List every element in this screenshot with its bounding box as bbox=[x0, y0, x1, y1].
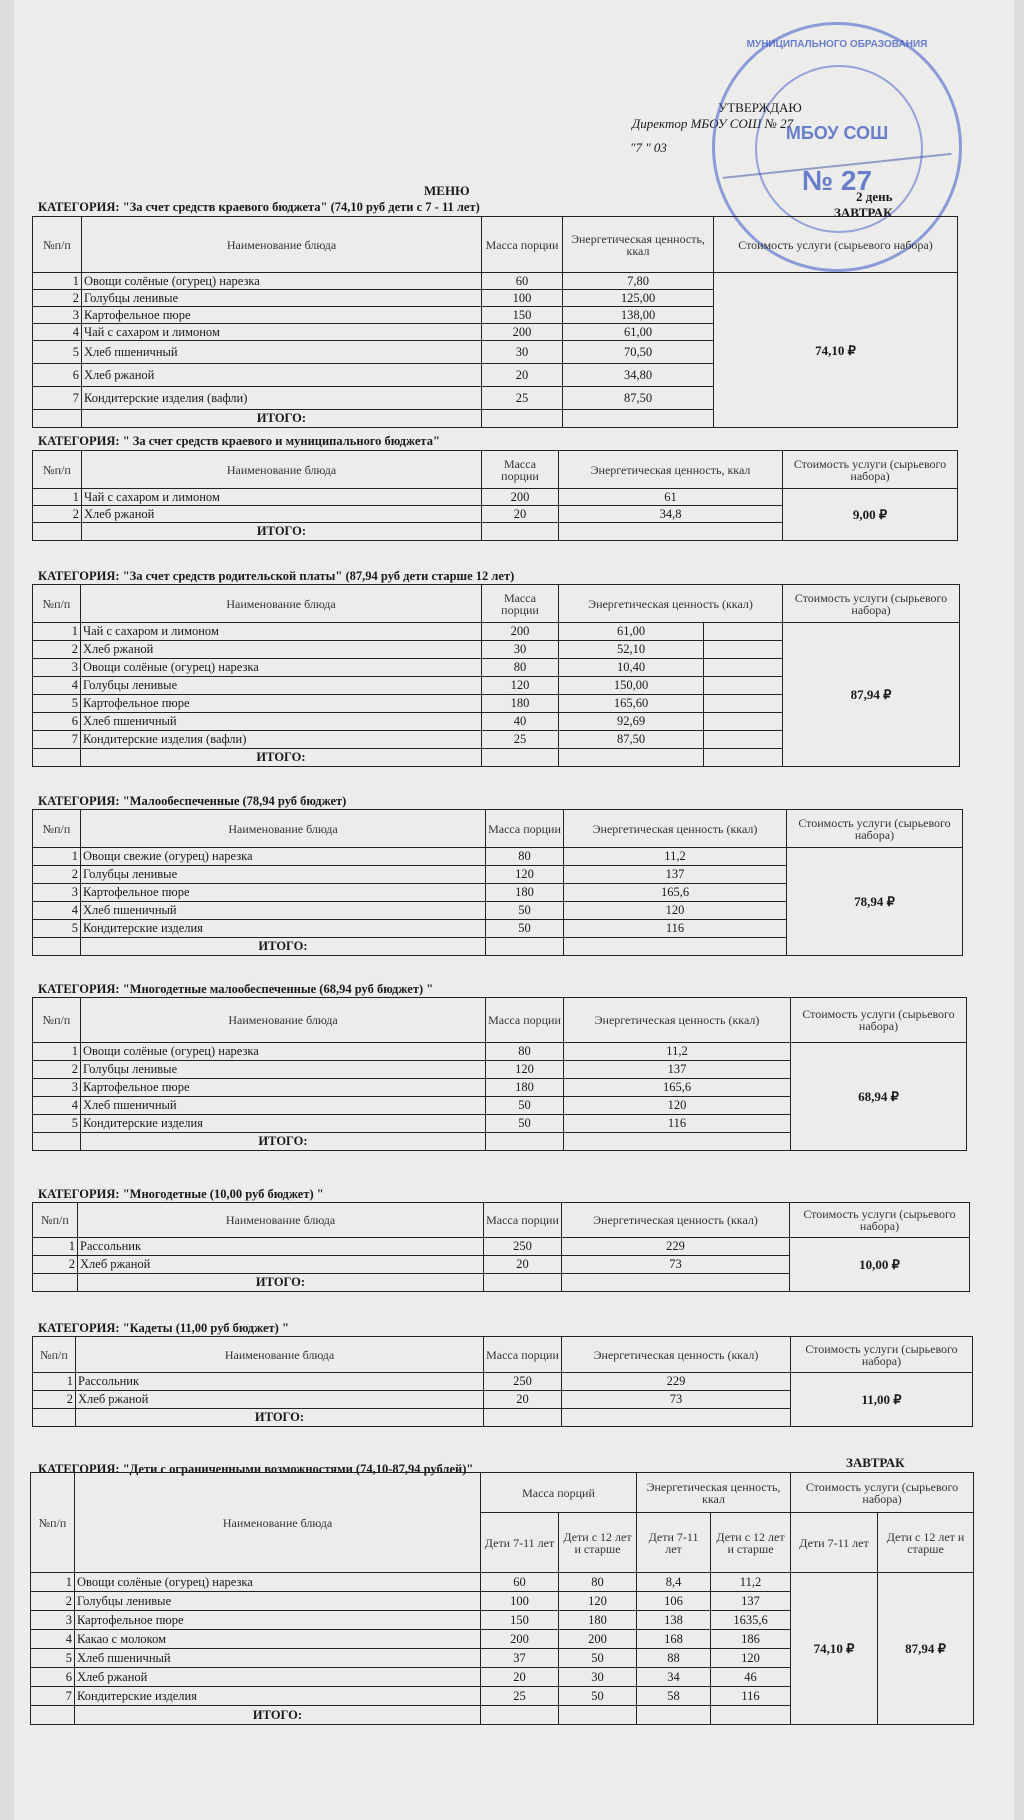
menu-table-2 bbox=[32, 450, 958, 541]
dish-kcal: 34,8 bbox=[559, 506, 783, 523]
sub-col-old: Дети с 12 лет и старше bbox=[711, 1513, 791, 1573]
seal-text-mid: МБОУ СОШ bbox=[785, 123, 889, 143]
row-num: 7 bbox=[31, 1687, 75, 1706]
sub-col-old: Дети с 12 лет и старше bbox=[878, 1513, 974, 1573]
dish-mass: 250 bbox=[484, 1373, 562, 1391]
row-num: 2 bbox=[33, 866, 81, 884]
dish-kcal: 11,2 bbox=[564, 848, 787, 866]
dish-kcal: 1635,6 bbox=[711, 1611, 791, 1630]
col-num: №п/п bbox=[33, 451, 82, 489]
dish-mass: 120 bbox=[559, 1592, 637, 1611]
total-label: ИТОГО: bbox=[75, 1706, 481, 1725]
dish-mass: 50 bbox=[486, 1115, 564, 1133]
dish-name: Кондитерские изделия bbox=[81, 920, 486, 938]
section-price: 68,94 ₽ bbox=[791, 1043, 967, 1151]
menu-title: МЕНЮ bbox=[424, 183, 470, 198]
row-num: 3 bbox=[33, 884, 81, 902]
col-num: №п/п bbox=[33, 217, 82, 273]
dish-kcal: 120 bbox=[711, 1649, 791, 1668]
dish-name: Овощи солёные (огурец) нарезка bbox=[81, 1043, 486, 1061]
dish-name: Хлеб ржаной bbox=[82, 364, 482, 387]
total-label: ИТОГО: bbox=[78, 1274, 484, 1292]
dish-mass: 100 bbox=[481, 1592, 559, 1611]
dish-name: Чай с сахаром и лимоном bbox=[82, 489, 482, 506]
dish-name: Хлеб пшеничный bbox=[81, 902, 486, 920]
approval-date: "7 " 03 bbox=[630, 140, 667, 155]
dish-kcal: 92,69 bbox=[559, 713, 704, 731]
dish-mass: 30 bbox=[482, 641, 559, 659]
section-price: 11,00 ₽ bbox=[791, 1373, 973, 1427]
section-title: КАТЕГОРИЯ: "Дети с ограниченными возможностями (74,10-87,94 рублей)" bbox=[38, 1462, 474, 1476]
row-num: 1 bbox=[31, 1573, 75, 1592]
dish-mass: 50 bbox=[486, 920, 564, 938]
col-energy: Энергетическая ценность (ккал) bbox=[559, 585, 783, 623]
dish-kcal: 150,00 bbox=[559, 677, 704, 695]
section-price: 10,00 ₽ bbox=[790, 1238, 970, 1292]
dish-name: Хлеб ржаной bbox=[81, 641, 482, 659]
dish-mass: 80 bbox=[486, 1043, 564, 1061]
col-num: №п/п bbox=[33, 1203, 78, 1238]
menu-table-6 bbox=[32, 1202, 970, 1292]
dish-mass: 80 bbox=[482, 659, 559, 677]
dish-mass: 20 bbox=[481, 1668, 559, 1687]
row-num: 2 bbox=[33, 290, 82, 307]
total-label: ИТОГО: bbox=[81, 749, 482, 767]
dish-mass: 37 bbox=[481, 1649, 559, 1668]
section-title: КАТЕГОРИЯ: "Многодетные (10,00 руб бюджет) " bbox=[38, 1187, 324, 1201]
menu-table-7 bbox=[32, 1336, 973, 1427]
dish-kcal: 87,50 bbox=[559, 731, 704, 749]
col-energy: Энергетическая ценность (ккал) bbox=[564, 998, 791, 1043]
dish-name: Овощи солёные (огурец) нарезка bbox=[81, 659, 482, 677]
dish-name: Картофельное пюре bbox=[82, 307, 482, 324]
dish-kcal: 138 bbox=[637, 1611, 711, 1630]
dish-kcal: 137 bbox=[711, 1592, 791, 1611]
dish-name: Чай с сахаром и лимоном bbox=[81, 623, 482, 641]
col-mass: Масса порции bbox=[486, 998, 564, 1043]
seal-text-top: МУНИЦИПАЛЬНОГО ОБРАЗОВАНИЯ bbox=[746, 39, 928, 50]
dish-mass: 20 bbox=[482, 506, 559, 523]
col-cost: Стоимость услуги (сырьевого набора) bbox=[714, 217, 958, 273]
dish-kcal: 52,10 bbox=[559, 641, 704, 659]
col-cost: Стоимость услуги (сырьевого набора) bbox=[791, 998, 967, 1043]
dish-mass: 120 bbox=[486, 1061, 564, 1079]
dish-name: Картофельное пюре bbox=[75, 1611, 481, 1630]
dish-kcal: 87,50 bbox=[563, 387, 714, 410]
section-price: 74,10 ₽ bbox=[714, 273, 958, 428]
dish-mass: 200 bbox=[481, 1630, 559, 1649]
row-num: 3 bbox=[33, 307, 82, 324]
dish-name: Голубцы ленивые bbox=[81, 866, 486, 884]
row-num: 4 bbox=[31, 1630, 75, 1649]
row-num: 6 bbox=[33, 364, 82, 387]
section-title: КАТЕГОРИЯ: "Малообеспеченные (78,94 руб бюджет) bbox=[38, 794, 347, 808]
dish-kcal: 46 bbox=[711, 1668, 791, 1687]
dish-name: Голубцы ленивые bbox=[81, 1061, 486, 1079]
section-title: КАТЕГОРИЯ: "За счет средств краевого бюджета" (74,10 руб дети с 7 - 11 лет) bbox=[38, 200, 480, 214]
dish-kcal: 61,00 bbox=[559, 623, 704, 641]
row-num: 4 bbox=[33, 902, 81, 920]
dish-mass: 25 bbox=[481, 1687, 559, 1706]
dish-name: Кондитерские изделия (вафли) bbox=[82, 387, 482, 410]
dish-kcal: 165,60 bbox=[559, 695, 704, 713]
row-num: 1 bbox=[33, 848, 81, 866]
dish-mass: 40 bbox=[482, 713, 559, 731]
col-mass: Масса порции bbox=[482, 217, 563, 273]
section-title: КАТЕГОРИЯ: "Кадеты (11,00 руб бюджет) " bbox=[38, 1321, 289, 1335]
dish-name: Голубцы ленивые bbox=[75, 1592, 481, 1611]
menu-table-8 bbox=[30, 1472, 974, 1725]
meal-label: ЗАВТРАК bbox=[834, 205, 893, 220]
col-energy: Энергетическая ценность, ккал bbox=[559, 451, 783, 489]
row-num: 4 bbox=[33, 324, 82, 341]
col-mass: Масса порции bbox=[484, 1337, 562, 1373]
dish-kcal: 11,2 bbox=[711, 1573, 791, 1592]
dish-mass: 20 bbox=[484, 1391, 562, 1409]
dish-mass: 100 bbox=[482, 290, 563, 307]
dish-kcal: 58 bbox=[637, 1687, 711, 1706]
dish-name: Картофельное пюре bbox=[81, 884, 486, 902]
dish-mass: 60 bbox=[482, 273, 563, 290]
section-title: КАТЕГОРИЯ: "Многодетные малообеспеченные (68,94 руб бюджет) " bbox=[38, 982, 434, 996]
row-num: 1 bbox=[33, 273, 82, 290]
dish-kcal: 61,00 bbox=[563, 324, 714, 341]
menu-table-5 bbox=[32, 997, 967, 1151]
row-num: 4 bbox=[33, 677, 81, 695]
sub-col-young: Дети 7-11 лет bbox=[791, 1513, 878, 1573]
dish-name: Хлеб ржаной bbox=[82, 506, 482, 523]
dish-mass: 120 bbox=[482, 677, 559, 695]
dish-kcal: 137 bbox=[564, 866, 787, 884]
dish-mass: 180 bbox=[559, 1611, 637, 1630]
dish-mass: 20 bbox=[482, 364, 563, 387]
dish-name: Чай с сахаром и лимоном bbox=[82, 324, 482, 341]
dish-mass: 200 bbox=[559, 1630, 637, 1649]
dish-kcal: 8,4 bbox=[637, 1573, 711, 1592]
dish-name: Картофельное пюре bbox=[81, 695, 482, 713]
dish-kcal: 125,00 bbox=[563, 290, 714, 307]
dish-kcal: 120 bbox=[564, 902, 787, 920]
dish-name: Хлеб пшеничный bbox=[81, 713, 482, 731]
col-energy: Энергетическая ценность (ккал) bbox=[562, 1203, 790, 1238]
row-num: 2 bbox=[33, 1391, 76, 1409]
dish-kcal: 70,50 bbox=[563, 341, 714, 364]
col-mass: Масса порции bbox=[482, 451, 559, 489]
col-name: Наименование блюда bbox=[75, 1473, 481, 1573]
col-energy: Энергетическая ценность (ккал) bbox=[564, 810, 787, 848]
dish-name: Хлеб ржаной bbox=[78, 1256, 484, 1274]
sub-col-old: Дети с 12 лет и старше bbox=[559, 1513, 637, 1573]
row-num: 5 bbox=[33, 341, 82, 364]
section-price: 87,94 ₽ bbox=[783, 623, 960, 767]
sub-col-young: Дети 7-11 лет bbox=[481, 1513, 559, 1573]
col-energy: Энергетическая ценность, ккал bbox=[637, 1473, 791, 1513]
total-label: ИТОГО: bbox=[76, 1409, 484, 1427]
col-num: №п/п bbox=[33, 998, 81, 1043]
day-label: 2 день bbox=[856, 189, 893, 204]
dish-mass: 150 bbox=[481, 1611, 559, 1630]
row-num: 1 bbox=[33, 1043, 81, 1061]
dish-kcal: 116 bbox=[564, 1115, 791, 1133]
col-mass: Масса порций bbox=[481, 1473, 637, 1513]
dish-kcal: 116 bbox=[711, 1687, 791, 1706]
dish-kcal: 229 bbox=[562, 1238, 790, 1256]
row-num: 2 bbox=[33, 641, 81, 659]
dish-mass: 25 bbox=[482, 731, 559, 749]
row-num: 4 bbox=[33, 1097, 81, 1115]
menu-table-4 bbox=[32, 809, 963, 956]
row-num: 7 bbox=[33, 387, 82, 410]
row-num: 6 bbox=[31, 1668, 75, 1687]
col-cost: Стоимость услуги (сырьевого набора) bbox=[791, 1337, 973, 1373]
dish-kcal: 120 bbox=[564, 1097, 791, 1115]
meal-label: ЗАВТРАК bbox=[846, 1455, 905, 1470]
dish-mass: 120 bbox=[486, 866, 564, 884]
dish-name: Хлеб пшеничный bbox=[82, 341, 482, 364]
dish-mass: 200 bbox=[482, 324, 563, 341]
dish-mass: 20 bbox=[484, 1256, 562, 1274]
dish-mass: 30 bbox=[482, 341, 563, 364]
dish-mass: 50 bbox=[486, 1097, 564, 1115]
section-price: 78,94 ₽ bbox=[787, 848, 963, 956]
dish-kcal: 137 bbox=[564, 1061, 791, 1079]
total-label: ИТОГО: bbox=[81, 938, 486, 956]
col-name: Наименование блюда bbox=[76, 1337, 484, 1373]
dish-name: Кондитерские изделия (вафли) bbox=[81, 731, 482, 749]
col-name: Наименование блюда bbox=[81, 585, 482, 623]
dish-kcal: 106 bbox=[637, 1592, 711, 1611]
dish-mass: 60 bbox=[481, 1573, 559, 1592]
row-num: 1 bbox=[33, 1373, 76, 1391]
dish-name: Какао с молоком bbox=[75, 1630, 481, 1649]
dish-mass: 150 bbox=[482, 307, 563, 324]
row-num: 1 bbox=[33, 623, 81, 641]
col-energy: Энергетическая ценность (ккал) bbox=[562, 1337, 791, 1373]
total-label: ИТОГО: bbox=[82, 523, 482, 541]
dish-name: Голубцы ленивые bbox=[81, 677, 482, 695]
dish-mass: 200 bbox=[482, 489, 559, 506]
seal-text-num: № 27 bbox=[801, 165, 873, 196]
row-num: 3 bbox=[33, 1079, 81, 1097]
dish-mass: 200 bbox=[482, 623, 559, 641]
col-cost: Стоимость услуги (сырьевого набора) bbox=[791, 1473, 974, 1513]
dish-kcal: 168 bbox=[637, 1630, 711, 1649]
dish-name: Хлеб пшеничный bbox=[81, 1097, 486, 1115]
dish-kcal: 34 bbox=[637, 1668, 711, 1687]
row-num: 2 bbox=[33, 1061, 81, 1079]
col-cost: Стоимость услуги (сырьевого набора) bbox=[783, 451, 958, 489]
dish-name: Картофельное пюре bbox=[81, 1079, 486, 1097]
dish-mass: 50 bbox=[559, 1687, 637, 1706]
row-num: 2 bbox=[33, 506, 82, 523]
dish-name: Овощи солёные (огурец) нарезка bbox=[75, 1573, 481, 1592]
row-num: 1 bbox=[33, 489, 82, 506]
dish-kcal: 61 bbox=[559, 489, 783, 506]
col-name: Наименование блюда bbox=[82, 451, 482, 489]
col-name: Наименование блюда bbox=[81, 810, 486, 848]
dish-kcal: 138,00 bbox=[563, 307, 714, 324]
menu-table-3 bbox=[32, 584, 960, 767]
row-num: 6 bbox=[33, 713, 81, 731]
col-mass: Масса порции bbox=[486, 810, 564, 848]
dish-kcal: 73 bbox=[562, 1256, 790, 1274]
dish-mass: 180 bbox=[486, 884, 564, 902]
sub-col-young: Дети 7-11 лет bbox=[637, 1513, 711, 1573]
col-name: Наименование блюда bbox=[81, 998, 486, 1043]
approve-label: УТВЕРЖДАЮ bbox=[718, 100, 802, 115]
dish-kcal: 165,6 bbox=[564, 1079, 791, 1097]
section-title: КАТЕГОРИЯ: "За счет средств родительской платы" (87,94 руб дети старше 12 лет) bbox=[38, 569, 515, 583]
row-num: 2 bbox=[31, 1592, 75, 1611]
col-num: №п/п bbox=[31, 1473, 75, 1573]
col-mass: Масса порции bbox=[484, 1203, 562, 1238]
row-num: 5 bbox=[33, 1115, 81, 1133]
dish-kcal: 7,80 bbox=[563, 273, 714, 290]
dish-name: Рассольник bbox=[78, 1238, 484, 1256]
dish-kcal: 73 bbox=[562, 1391, 791, 1409]
dish-name: Хлеб ржаной bbox=[76, 1391, 484, 1409]
row-num: 3 bbox=[31, 1611, 75, 1630]
col-num: №п/п bbox=[33, 1337, 76, 1373]
dish-kcal: 116 bbox=[564, 920, 787, 938]
col-mass: Масса порции bbox=[482, 585, 559, 623]
col-name: Наименование блюда bbox=[78, 1203, 484, 1238]
dish-mass: 180 bbox=[482, 695, 559, 713]
col-num: №п/п bbox=[33, 810, 81, 848]
dish-name: Голубцы ленивые bbox=[82, 290, 482, 307]
dish-name: Рассольник bbox=[76, 1373, 484, 1391]
dish-kcal: 186 bbox=[711, 1630, 791, 1649]
dish-kcal: 165,6 bbox=[564, 884, 787, 902]
total-label: ИТОГО: bbox=[82, 410, 482, 428]
dish-mass: 180 bbox=[486, 1079, 564, 1097]
row-num: 5 bbox=[33, 695, 81, 713]
dish-kcal: 88 bbox=[637, 1649, 711, 1668]
dish-name: Хлеб ржаной bbox=[75, 1668, 481, 1687]
price-young: 74,10 ₽ bbox=[791, 1573, 878, 1725]
dish-mass: 80 bbox=[559, 1573, 637, 1592]
dish-mass: 25 bbox=[482, 387, 563, 410]
row-num: 3 bbox=[33, 659, 81, 677]
section-title: КАТЕГОРИЯ: " За счет средств краевого и муниципального бюджета" bbox=[38, 434, 440, 448]
dish-name: Кондитерские изделия bbox=[81, 1115, 486, 1133]
row-num: 5 bbox=[33, 920, 81, 938]
row-num: 1 bbox=[33, 1238, 78, 1256]
dish-kcal: 34,80 bbox=[563, 364, 714, 387]
dish-kcal: 229 bbox=[562, 1373, 791, 1391]
dish-kcal: 11,2 bbox=[564, 1043, 791, 1061]
section-price: 9,00 ₽ bbox=[783, 489, 958, 541]
dish-mass: 80 bbox=[486, 848, 564, 866]
row-num: 5 bbox=[31, 1649, 75, 1668]
dish-mass: 250 bbox=[484, 1238, 562, 1256]
dish-mass: 50 bbox=[559, 1649, 637, 1668]
dish-kcal: 10,40 bbox=[559, 659, 704, 677]
col-energy: Энергетическая ценность, ккал bbox=[563, 217, 714, 273]
col-num: №п/п bbox=[33, 585, 81, 623]
dish-name: Хлеб пшеничный bbox=[75, 1649, 481, 1668]
dish-name: Овощи солёные (огурец) нарезка bbox=[82, 273, 482, 290]
price-old: 87,94 ₽ bbox=[878, 1573, 974, 1725]
total-label: ИТОГО: bbox=[81, 1133, 486, 1151]
row-num: 2 bbox=[33, 1256, 78, 1274]
dish-mass: 50 bbox=[486, 902, 564, 920]
col-cost: Стоимость услуги (сырьевого набора) bbox=[783, 585, 960, 623]
director-label: Директор МБОУ СОШ № 27 bbox=[632, 116, 794, 131]
col-cost: Стоимость услуги (сырьевого набора) bbox=[787, 810, 963, 848]
dish-mass: 30 bbox=[559, 1668, 637, 1687]
menu-table-1 bbox=[32, 216, 958, 428]
col-cost: Стоимость услуги (сырьевого набора) bbox=[790, 1203, 970, 1238]
dish-name: Кондитерские изделия bbox=[75, 1687, 481, 1706]
col-name: Наименование блюда bbox=[82, 217, 482, 273]
row-num: 7 bbox=[33, 731, 81, 749]
dish-name: Овощи свежие (огурец) нарезка bbox=[81, 848, 486, 866]
